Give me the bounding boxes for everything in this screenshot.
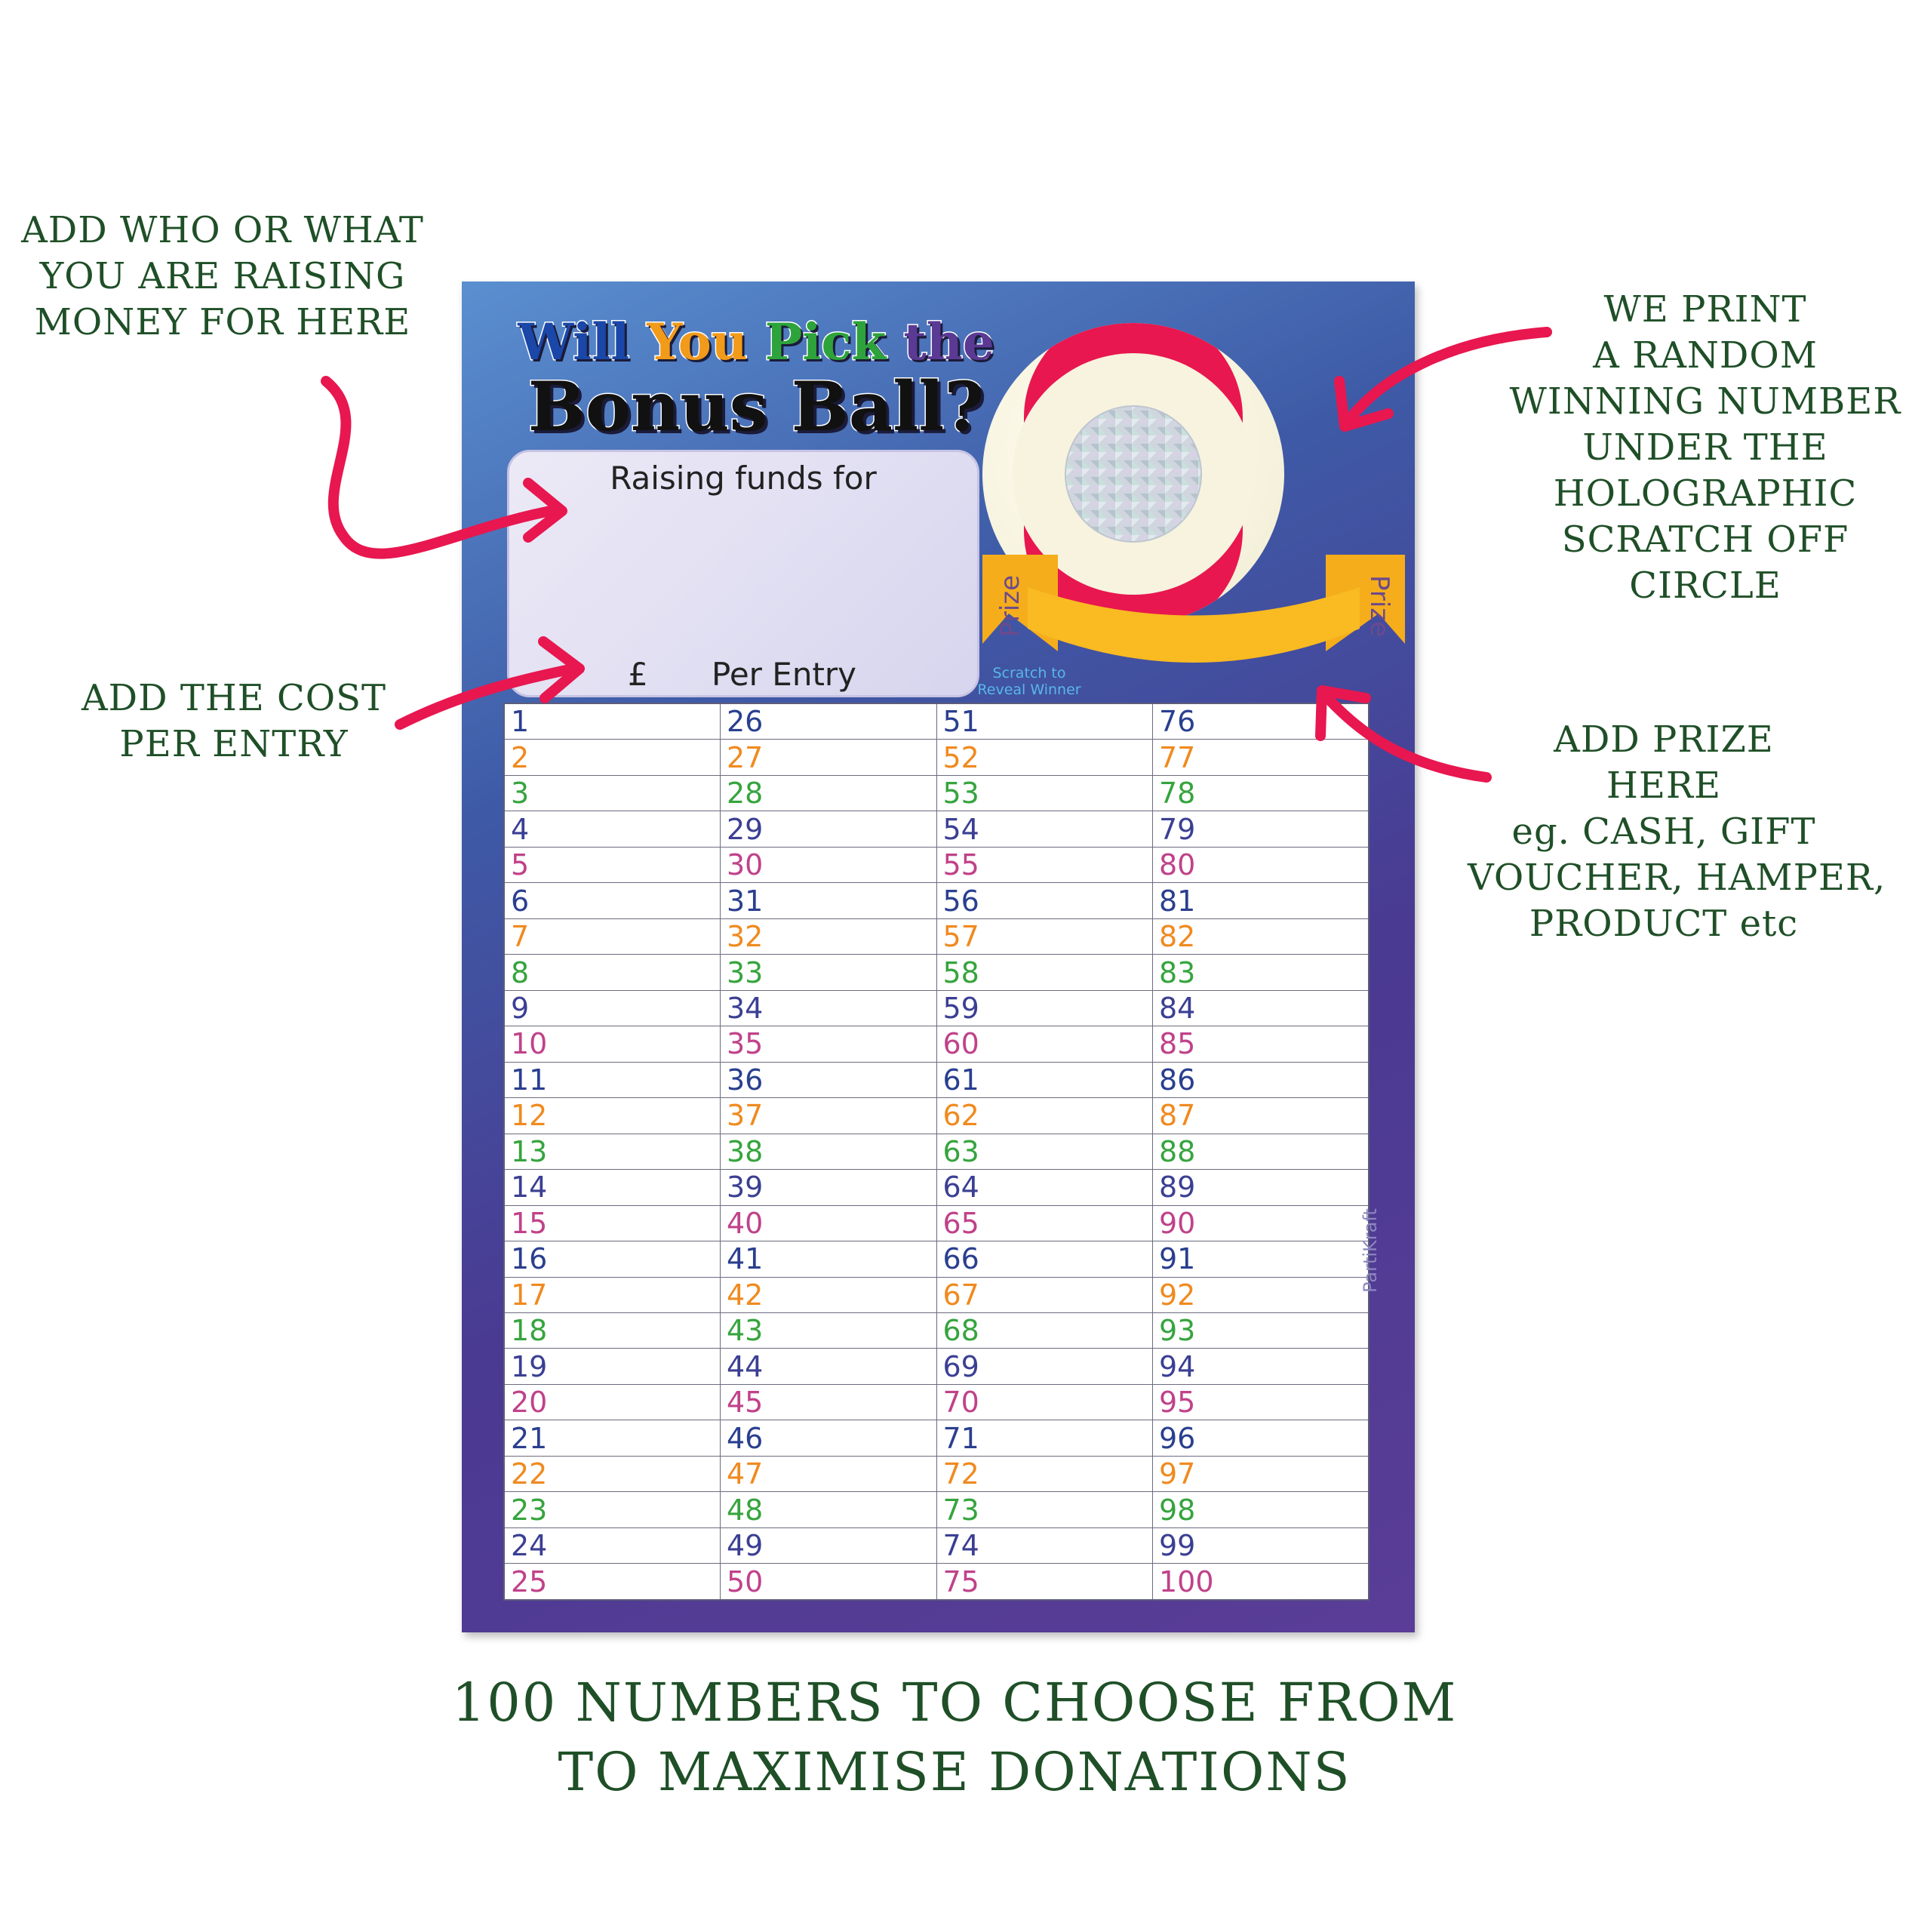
number-cell[interactable]: 33 bbox=[721, 955, 937, 990]
annotation-line: HERE bbox=[1606, 764, 1722, 807]
number-cell[interactable]: 35 bbox=[721, 1026, 937, 1062]
table-row bbox=[504, 1456, 1369, 1491]
number-cell[interactable]: 55 bbox=[936, 847, 1153, 882]
number-cell[interactable]: 67 bbox=[936, 1277, 1153, 1312]
raising-funds-label: Raising funds for bbox=[610, 460, 877, 497]
table-row bbox=[504, 703, 1369, 740]
number-cell[interactable]: 10 bbox=[504, 1026, 721, 1062]
annotation-line: PRODUCT etc bbox=[1529, 903, 1799, 945]
table-row bbox=[504, 883, 1369, 918]
annotation-line: UNDER THE bbox=[1582, 426, 1828, 469]
number-cell[interactable]: 44 bbox=[721, 1349, 937, 1384]
number-cell[interactable]: 24 bbox=[504, 1527, 721, 1563]
number-cell[interactable]: 34 bbox=[721, 990, 937, 1026]
number-cell[interactable]: 73 bbox=[936, 1492, 1153, 1527]
annotation-line: MONEY FOR HERE bbox=[34, 301, 411, 343]
number-cell[interactable]: 18 bbox=[504, 1312, 721, 1348]
number-cell[interactable]: 62 bbox=[936, 1098, 1153, 1134]
number-cell[interactable]: 81 bbox=[1153, 883, 1370, 918]
number-cell[interactable]: 29 bbox=[721, 811, 937, 847]
table-row bbox=[504, 1170, 1369, 1205]
table-row bbox=[504, 1062, 1369, 1097]
number-cell[interactable]: 4 bbox=[504, 811, 721, 847]
table-row bbox=[504, 1205, 1369, 1241]
number-cell[interactable]: 76 bbox=[1153, 703, 1370, 740]
number-cell[interactable]: 97 bbox=[1153, 1456, 1370, 1491]
number-cell[interactable]: 28 bbox=[721, 775, 937, 811]
per-entry-label: Per Entry bbox=[712, 656, 857, 693]
number-cell[interactable]: 3 bbox=[504, 775, 721, 811]
number-cell[interactable]: 84 bbox=[1153, 990, 1370, 1026]
table-row bbox=[504, 1420, 1369, 1456]
number-cell[interactable]: 30 bbox=[721, 847, 937, 882]
number-cell[interactable]: 71 bbox=[936, 1420, 1153, 1456]
number-cell[interactable]: 68 bbox=[936, 1312, 1153, 1348]
table-row bbox=[504, 1277, 1369, 1312]
number-cell[interactable]: 46 bbox=[721, 1420, 937, 1456]
annotation-line: eg. CASH, GIFT bbox=[1511, 811, 1816, 853]
number-cell[interactable]: 1 bbox=[504, 703, 721, 740]
title-word: Will bbox=[518, 312, 630, 371]
number-cell[interactable]: 61 bbox=[936, 1062, 1153, 1097]
number-cell[interactable]: 75 bbox=[936, 1564, 1153, 1600]
number-cell[interactable]: 25 bbox=[504, 1564, 721, 1600]
annotation-line: ADD THE COST bbox=[81, 677, 387, 719]
number-cell[interactable]: 58 bbox=[936, 955, 1153, 990]
table-row bbox=[504, 811, 1369, 847]
number-cell[interactable]: 89 bbox=[1153, 1170, 1370, 1205]
number-cell[interactable]: 65 bbox=[936, 1205, 1153, 1241]
annotation-line: WE PRINT bbox=[1603, 288, 1807, 331]
number-cell[interactable]: 38 bbox=[721, 1134, 937, 1169]
number-cell[interactable]: 36 bbox=[721, 1062, 937, 1097]
table-row bbox=[504, 918, 1369, 954]
bonus-ball-poster bbox=[462, 281, 1415, 1632]
annotation-add-prize bbox=[1468, 717, 1886, 947]
table-row bbox=[504, 990, 1369, 1026]
number-cell[interactable]: 72 bbox=[936, 1456, 1153, 1491]
annotation-line: PER ENTRY bbox=[119, 723, 349, 765]
number-cell[interactable]: 12 bbox=[504, 1098, 721, 1134]
number-cell[interactable]: 99 bbox=[1153, 1527, 1370, 1563]
bonus-ball-icon bbox=[982, 319, 1405, 712]
hologram-scratch-circle-icon[interactable] bbox=[1065, 406, 1201, 542]
number-cell[interactable]: 2 bbox=[504, 740, 721, 775]
number-cell[interactable]: 64 bbox=[936, 1170, 1153, 1205]
brand-watermark: PartiKraft bbox=[1360, 1208, 1381, 1293]
number-cell[interactable]: 27 bbox=[721, 740, 937, 775]
number-cell[interactable]: 7 bbox=[504, 918, 721, 954]
number-cell[interactable]: 60 bbox=[936, 1026, 1153, 1062]
table-row bbox=[504, 847, 1369, 882]
number-grid bbox=[503, 703, 1370, 1601]
table-row bbox=[504, 1349, 1369, 1384]
number-cell[interactable]: 39 bbox=[721, 1170, 937, 1205]
number-cell[interactable]: 87 bbox=[1153, 1098, 1370, 1134]
table-row bbox=[504, 740, 1369, 775]
number-cell[interactable]: 69 bbox=[936, 1349, 1153, 1384]
number-cell[interactable]: 17 bbox=[504, 1277, 721, 1312]
table-row bbox=[504, 1492, 1369, 1527]
raising-funds-box[interactable] bbox=[507, 450, 979, 697]
annotation-line: CIRCLE bbox=[1629, 565, 1781, 607]
footer-caption bbox=[0, 1668, 1909, 1807]
number-cell[interactable]: 82 bbox=[1153, 918, 1370, 954]
number-cell[interactable]: 21 bbox=[504, 1420, 721, 1456]
poster-title bbox=[515, 312, 998, 447]
number-cell[interactable]: 92 bbox=[1153, 1277, 1370, 1312]
number-cell[interactable]: 80 bbox=[1153, 847, 1370, 882]
table-row bbox=[504, 1134, 1369, 1169]
number-cell[interactable]: 88 bbox=[1153, 1134, 1370, 1169]
number-cell[interactable]: 19 bbox=[504, 1349, 721, 1384]
number-cell[interactable]: 43 bbox=[721, 1312, 937, 1348]
number-cell[interactable]: 96 bbox=[1153, 1420, 1370, 1456]
footer-line: 100 NUMBERS TO CHOOSE FROM bbox=[451, 1672, 1458, 1734]
number-cell[interactable]: 47 bbox=[721, 1456, 937, 1491]
number-cell[interactable]: 20 bbox=[504, 1384, 721, 1420]
number-cell[interactable]: 70 bbox=[936, 1384, 1153, 1420]
number-cell[interactable]: 23 bbox=[504, 1492, 721, 1527]
annotation-line: SCRATCH OFF bbox=[1561, 518, 1849, 561]
table-row bbox=[504, 1527, 1369, 1563]
number-cell[interactable]: 74 bbox=[936, 1527, 1153, 1563]
annotation-line: YOU ARE RAISING bbox=[39, 255, 406, 297]
number-cell[interactable]: 37 bbox=[721, 1098, 937, 1134]
number-cell[interactable]: 15 bbox=[504, 1205, 721, 1241]
title-line-1 bbox=[515, 313, 998, 371]
number-cell[interactable]: 49 bbox=[721, 1527, 937, 1563]
number-cell[interactable]: 26 bbox=[721, 703, 937, 740]
annotation-line: VOUCHER, HAMPER, bbox=[1468, 857, 1886, 899]
table-row bbox=[504, 1026, 1369, 1062]
annotation-line: A RANDOM bbox=[1593, 334, 1818, 377]
number-cell[interactable]: 51 bbox=[936, 703, 1153, 740]
table-row bbox=[504, 1384, 1369, 1420]
number-cell[interactable]: 53 bbox=[936, 775, 1153, 811]
number-cell[interactable]: 85 bbox=[1153, 1026, 1370, 1062]
table-row bbox=[504, 955, 1369, 990]
number-cell[interactable]: 83 bbox=[1153, 955, 1370, 990]
currency-symbol: £ bbox=[628, 656, 648, 693]
number-cell[interactable]: 91 bbox=[1153, 1241, 1370, 1277]
number-cell[interactable]: 57 bbox=[936, 918, 1153, 954]
number-cell[interactable]: 45 bbox=[721, 1384, 937, 1420]
number-cell[interactable]: 77 bbox=[1153, 740, 1370, 775]
annotation-raising-money bbox=[15, 208, 430, 346]
number-cell[interactable]: 8 bbox=[504, 955, 721, 990]
annotation-cost-per-entry bbox=[68, 675, 400, 768]
number-cell[interactable]: 13 bbox=[504, 1134, 721, 1169]
annotation-line: ADD WHO OR WHAT bbox=[21, 209, 424, 251]
number-cell[interactable]: 78 bbox=[1153, 775, 1370, 811]
number-cell[interactable]: 90 bbox=[1153, 1205, 1370, 1241]
number-cell[interactable]: 50 bbox=[721, 1564, 937, 1600]
number-cell[interactable]: 11 bbox=[504, 1062, 721, 1097]
number-cell[interactable]: 100 bbox=[1153, 1564, 1370, 1600]
scratch-line: Reveal Winner bbox=[977, 681, 1081, 698]
scratch-instruction bbox=[954, 665, 1105, 698]
number-cell[interactable]: 22 bbox=[504, 1456, 721, 1491]
number-cell[interactable]: 98 bbox=[1153, 1492, 1370, 1527]
number-cell[interactable]: 16 bbox=[504, 1241, 721, 1277]
number-cell[interactable]: 93 bbox=[1153, 1312, 1370, 1348]
title-word: Pick bbox=[764, 312, 887, 371]
number-cell[interactable]: 63 bbox=[936, 1134, 1153, 1169]
number-cell[interactable]: 79 bbox=[1153, 811, 1370, 847]
number-cell[interactable]: 86 bbox=[1153, 1062, 1370, 1097]
annotation-line: WINNING NUMBER bbox=[1509, 380, 1901, 423]
number-cell[interactable]: 59 bbox=[936, 990, 1153, 1026]
table-row bbox=[504, 1241, 1369, 1277]
footer-line: TO MAXIMISE DONATIONS bbox=[558, 1741, 1351, 1803]
number-cell[interactable]: 31 bbox=[721, 883, 937, 918]
title-word: You bbox=[647, 312, 748, 371]
scratch-line: Scratch to bbox=[992, 665, 1066, 681]
annotation-line: HOLOGRAPHIC bbox=[1553, 472, 1858, 515]
number-cell[interactable]: 52 bbox=[936, 740, 1153, 775]
number-cell[interactable]: 32 bbox=[721, 918, 937, 954]
number-cell[interactable]: 14 bbox=[504, 1170, 721, 1205]
number-cell[interactable]: 40 bbox=[721, 1205, 937, 1241]
annotation-line: ADD PRIZE bbox=[1554, 718, 1774, 761]
table-row bbox=[504, 1564, 1369, 1600]
table-row bbox=[504, 1312, 1369, 1348]
number-cell[interactable]: 48 bbox=[721, 1492, 937, 1527]
prize-label-left: Prize bbox=[995, 574, 1025, 638]
annotation-random-number bbox=[1502, 287, 1909, 609]
number-cell[interactable]: 94 bbox=[1153, 1349, 1370, 1384]
number-cell[interactable]: 56 bbox=[936, 883, 1153, 918]
number-cell[interactable]: 42 bbox=[721, 1277, 937, 1312]
number-cell[interactable]: 54 bbox=[936, 811, 1153, 847]
prize-label-right: Prize bbox=[1364, 574, 1394, 638]
number-cell[interactable]: 66 bbox=[936, 1241, 1153, 1277]
title-word: the bbox=[903, 312, 994, 371]
number-cell[interactable]: 95 bbox=[1153, 1384, 1370, 1420]
number-cell[interactable]: 41 bbox=[721, 1241, 937, 1277]
title-line-2: Bonus Ball? bbox=[527, 367, 985, 447]
number-cell[interactable]: 5 bbox=[504, 847, 721, 882]
table-row bbox=[504, 1098, 1369, 1134]
number-cell[interactable]: 9 bbox=[504, 990, 721, 1026]
table-row bbox=[504, 775, 1369, 811]
number-cell[interactable]: 6 bbox=[504, 883, 721, 918]
